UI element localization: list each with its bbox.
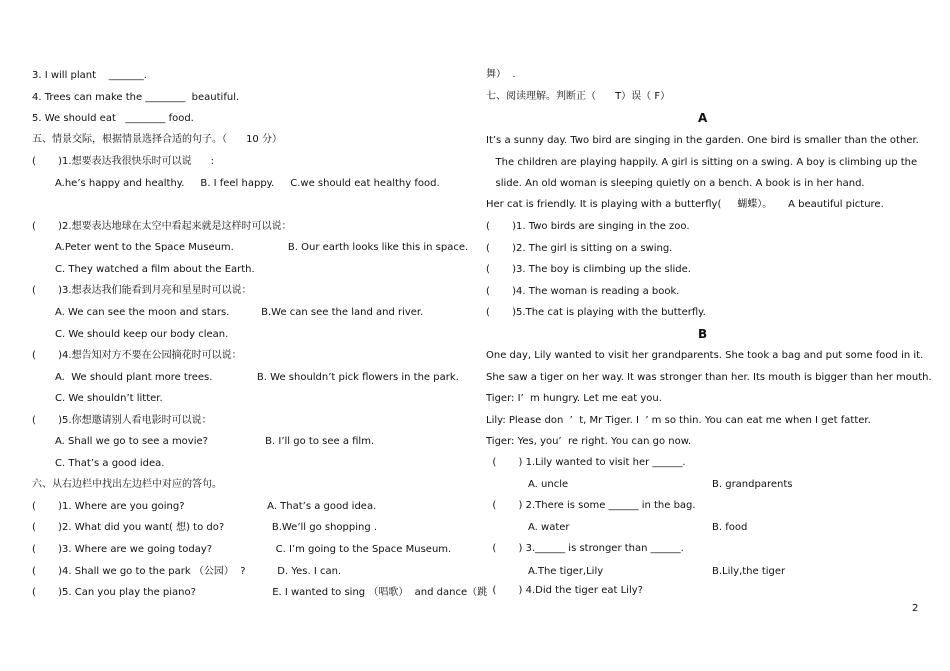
- passage-line: Tiger: I’ m hungry. Let me eat you.: [486, 393, 662, 404]
- text-line: 3. I will plant _______.: [32, 70, 147, 81]
- option-line: C. They watched a film about the Earth.: [55, 264, 255, 275]
- option-line: A. We should plant more trees. B. We shouldn’t pick flowers in the park.: [55, 372, 459, 383]
- option-line: B. food: [712, 522, 748, 533]
- option-line: C. We should keep our body clean.: [55, 329, 229, 340]
- option-line: A.Peter went to the Space Museum. B. Our earth looks like this in space.: [55, 242, 469, 253]
- passage-line: slide. An old woman is sleeping quietly on a bench. A book is in her hand.: [486, 178, 865, 189]
- passage-line: It’s a sunny day. Two bird are singing in the garden. One bird is smaller than the other.: [486, 135, 919, 146]
- passage-heading-a: A: [698, 111, 708, 125]
- page-number: 2: [912, 603, 919, 614]
- match-line: ( )2. What did you want( 想) to do? B.We’ll go shopping .: [32, 522, 378, 533]
- question-line: ( )2. The girl is sitting on a swing.: [486, 243, 673, 254]
- section-heading: 五、情景交际，根据情景选择合适的句子。（ 10 分）: [32, 134, 282, 145]
- text-line: 4. Trees can make the ________ beautiful.: [32, 92, 240, 103]
- match-line: ( )5. Can you play the piano? E. I wanted to sing （唱歌） and dance（跳: [32, 587, 488, 598]
- question-line: ( )5.The cat is playing with the butterfly.: [486, 307, 706, 318]
- text-line: 舞） .: [486, 69, 516, 80]
- question-line: ( ) 3.______ is stronger than ______.: [486, 543, 684, 554]
- option-line: A. Shall we go to see a movie? B. I’ll go to see a film.: [55, 436, 375, 447]
- question-line: ( )1.想要表达我很快乐时可以说 :: [32, 156, 215, 167]
- question-line: ( )3.想表达我们能看到月亮和星星时可以说：: [32, 285, 252, 296]
- question-line: ( ) 2.There is some ______ in the bag.: [486, 500, 696, 511]
- passage-line: One day, Lily wanted to visit her grandparents. She took a bag and put some food in it.: [486, 350, 924, 361]
- passage-heading-b: B: [698, 327, 708, 341]
- match-line: ( )1. Where are you going? A. That’s a good idea.: [32, 501, 377, 512]
- option-line: C. That’s a good idea.: [55, 458, 165, 469]
- passage-line: Her cat is friendly. It is playing with a butterfly( 蝴蝶）。 A beautiful picture.: [486, 199, 884, 210]
- match-line: ( )3. Where are we going today? C. I’m going to the Space Museum.: [32, 544, 452, 555]
- option-line: A. water: [528, 522, 570, 533]
- section-heading: 六、从右边栏中找出左边栏中对应的答句。: [32, 479, 222, 490]
- question-line: ( )3. The boy is climbing up the slide.: [486, 264, 691, 275]
- question-line: ( )2.想要表达地球在太空中看起来就是这样时可以说：: [32, 221, 292, 232]
- option-line: A.The tiger,Lily: [528, 566, 604, 577]
- passage-line: Tiger: Yes, you’ re right. You can go now.: [486, 436, 692, 447]
- option-line: A. uncle: [528, 479, 569, 490]
- match-line: ( )4. Shall we go to the park （公园） ? D. Yes. I can.: [32, 566, 342, 577]
- option-line: C. We shouldn’t litter.: [55, 393, 163, 404]
- option-line: A. We can see the moon and stars. B.We can see the land and river.: [55, 307, 424, 318]
- question-line: ( )4.想告知对方不要在公园摘花时可以说：: [32, 350, 242, 361]
- text-line: 5. We should eat ________ food.: [32, 113, 194, 124]
- question-line: ( )1. Two birds are singing in the zoo.: [486, 221, 690, 232]
- passage-line: The children are playing happily. A girl is sitting on a swing. A boy is climbing up the: [486, 157, 918, 168]
- question-line: ( )5.你想邀请别人看电影时可以说：: [32, 415, 212, 426]
- passage-line: Lily: Please don ’ t, Mr Tiger. I ’ m so thin. You can eat me when I get fatter.: [486, 415, 871, 426]
- question-line: ( ) 1.Lily wanted to visit her ______.: [486, 457, 686, 468]
- question-line: ( ) 4.Did the tiger eat Lily?: [486, 585, 643, 596]
- passage-line: She saw a tiger on her way. It was stronger than her. Its mouth is bigger than her mouth.: [486, 372, 932, 383]
- question-line: ( )4. The woman is reading a book.: [486, 286, 680, 297]
- section-heading: 七、阅读理解。判断正（ T）误（ F）: [486, 91, 671, 102]
- option-line: B. grandparents: [712, 479, 793, 490]
- option-line: B.Lily,the tiger: [712, 566, 786, 577]
- option-line: A.he’s happy and healthy. B. I feel happy. C.we should eat healthy food.: [55, 178, 440, 189]
